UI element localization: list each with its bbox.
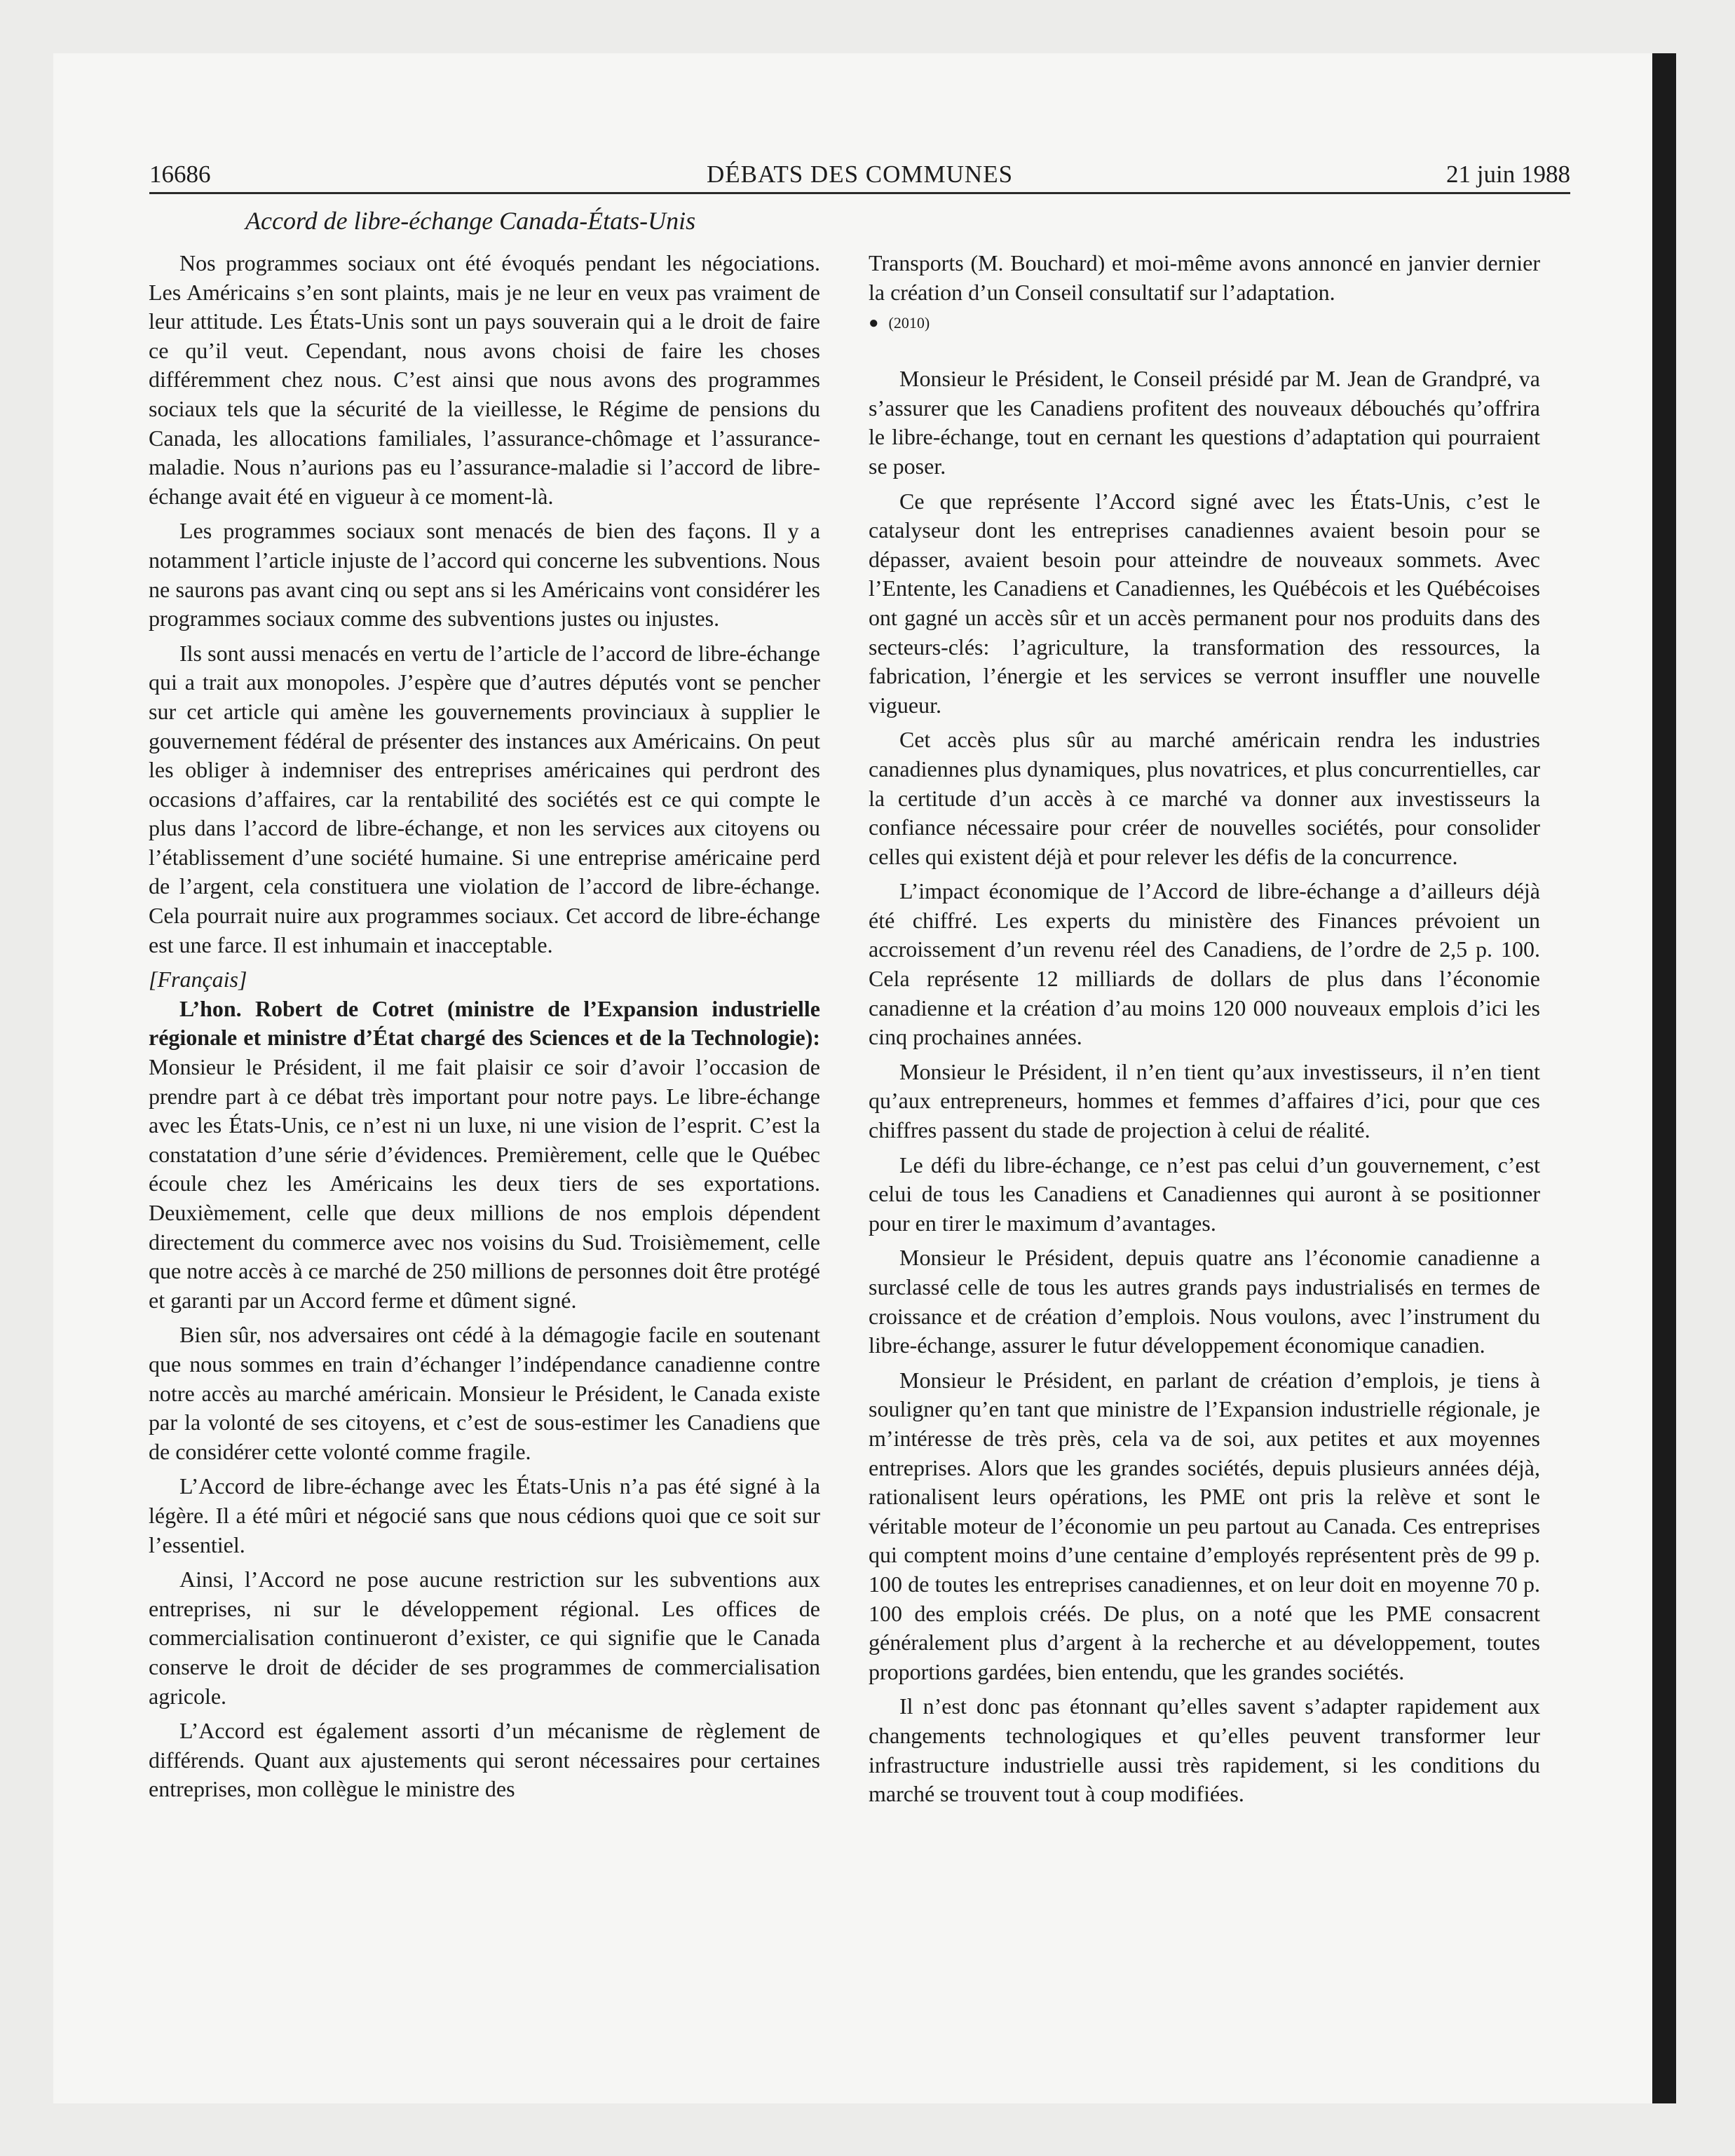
time-marker [869, 313, 1540, 334]
paragraph: Monsieur le Président, depuis quatre ans l’économie canadienne a surclassé celle de tous les autres grands pays industrialisés en termes de croissance et de création d’emplois. Nous voulons, avec l’instrument du libre-échange, assurer le futur développement économique canadien. [869, 1245, 1540, 1358]
speech-paragraph [149, 995, 820, 1316]
paragraph: Monsieur le Président, en parlant de création d’emplois, je tiens à souligner qu’en tant que ministre de l’Expansion industrielle régionale, je m’intéresse de très près, cela va de soi, aux petites et aux moyennes entreprises. Alors que les grandes sociétés, depuis plusieurs années déjà, rationalisent leurs opérations, les PME ont pris la relève et sont le véritable moteur de l’économie un peu partout au Canada. Ces entreprises qui comptent moins d’une centaine d’employés représentent près de 99 p. 100 de toutes les entreprises canadiennes, et on leur doit en moyenne 70 p. 100 des emplois créés. De plus, on a noté que les PME consacrent généralement plus d’argent à la recherche et au développement, toutes proportions gardées, bien entendu, que les grandes sociétés. [869, 1367, 1540, 1684]
paragraph: Nos programmes sociaux ont été évoqués pendant les négociations. Les Américains s’en sont plaints, mais je ne leur en veux pas vraiment de leur attitude. Les États-Unis sont un pays souverain qui a le droit de faire ce qu’il veut. Cependant, nous avons choisi de faire les choses différemment chez nous. C’est ainsi que nous avons des programmes sociaux tels que la sécurité de la vieillesse, le Régime de pensions du Canada, les allocations familiales, l’assurance-chômage et l’assurance-maladie. Nous n’aurions pas eu l’assurance-maladie si l’accord de libre-échange avait été en vigueur à ce moment-là. [149, 250, 820, 509]
paragraph: Il n’est donc pas étonnant qu’elles savent s’adapter rapidement aux changements technologiques et qu’elles peuvent transformer leur infrastructure industrielle aussi très rapidement, si les conditions du marché se trouvent tout à coup modifiées. [869, 1693, 1540, 1807]
paragraph: L’Accord est également assorti d’un mécanisme de règlement de différends. Quant aux ajustements qui seront nécessaires pour certaines entreprises, mon collègue le ministre des [149, 1718, 820, 1802]
paragraph: Ce que représente l’Accord signé avec les États-Unis, c’est le catalyseur dont les entreprises canadiennes avaient besoin pour se dépasser, avaient besoin pour atteindre de nouveaux sommets. Avec l’Entente, les Canadiens et Canadiennes, les Québécois et les Québécoises ont gagné un accès sûr et un accès permanent pour nos produits dans des secteurs-clés: l’agriculture, la transformation des ressources, la fabrication, l’énergie et les services se verront insuffler une nouvelle vigueur. [869, 488, 1540, 718]
left-column [149, 249, 820, 1810]
paragraph: Transports (M. Bouchard) et moi-même avons annoncé en janvier dernier la création d’un Conseil consultatif sur l’adaptation. [869, 250, 1540, 305]
paragraph: Ainsi, l’Accord ne pose aucune restriction sur les subventions aux entreprises, ni sur le développement régional. Les offices de commercialisation continueront d’exister, ce qui signifie que le Canada conserve le droit de décider de ses programmes de commercialisation agricole. [149, 1567, 820, 1709]
page-number: 16686 [149, 161, 211, 188]
paragraph: Monsieur le Président, il n’en tient qu’aux investisseurs, il n’en tient qu’aux entrepreneurs, hommes et femmes d’affaires d’ici, pour que ces chiffres passent du stade de projection à celui de réalité. [869, 1058, 1540, 1143]
speaker-name: L’hon. Robert de Cotret (ministre de l’Expansion industrielle régionale et ministre d’État chargé des Sciences et de la Technologie): [149, 995, 820, 1051]
bullet-icon: ● [869, 314, 879, 333]
language-tag: [Français] [149, 967, 247, 992]
paragraph: Monsieur le Président, le Conseil présidé par M. Jean de Grandpré, va s’assurer que les Canadiens profitent des nouveaux débouchés qu’offrira le libre-échange, tout en cernant les questions d’adaptation qui pourraient se poser. [869, 366, 1540, 479]
paragraph: Bien sûr, nos adversaires ont cédé à la démagogie facile en soutenant que nous sommes en train d’échanger l’indépendance canadienne contre notre accès au marché américain. Monsieur le Président, le Canada existe par la volonté de ses citoyens, et c’est de sous-estimer les Canadiens que de considérer cette volonté comme fragile. [149, 1322, 820, 1464]
publication-title: DÉBATS DES COMMUNES [706, 161, 1014, 188]
paragraph: L’impact économique de l’Accord de libre-échange a d’ailleurs déjà été chiffré. Les experts du ministère des Finances prévoient un accroissement d’un revenu réel des Canadiens, de l’ordre de 2,5 p. 100. Cela représente 12 milliards de dollars de plus dans l’économie canadienne et la création d’au moins 120 000 nouveaux emplois d’ici les cinq prochaines années. [869, 878, 1540, 1050]
paragraph: Le défi du libre-échange, ce n’est pas celui d’un gouvernement, c’est celui de tous les Canadiens et Canadiennes qui auront à se positionner pour en tirer le maximum d’avantages. [869, 1152, 1540, 1236]
section-subheading: Accord de libre-échange Canada-États-Unis [245, 207, 696, 235]
time-marker-label: (2010) [888, 314, 930, 332]
page-header [149, 157, 1570, 194]
right-column [869, 249, 1540, 1815]
paragraph: Ils sont aussi menacés en vertu de l’article de l’accord de libre-échange qui a trait aux monopoles. J’espère que d’autres députés vont se pencher sur cet article qui amène les gouvernements provinciaux à supplier le gouvernement fédéral de présenter des instances aux Américains. On peut les obliger à indemniser des entreprises américaines qui perdront des occasions d’affaires, car la rentabilité des sociétés est ce qui compte le plus dans l’accord de libre-échange, et non les services aux citoyens ou l’établissement d’une société humaine. Si une entreprise américaine perd de l’argent, cela constituera une violation de l’accord de libre-échange. Cela pourrait nuire aux programmes sociaux. Cet accord de libre-échange est une farce. Il est inhumain et inacceptable. [149, 640, 820, 957]
paragraph: Cet accès plus sûr au marché américain rendra les industries canadiennes plus dynamiques, plus novatrices, et plus concurrentielles, car la certitude d’un accès à ce marché va donner aux investisseurs la confiance nécessaire pour créer de nouvelles sociétés, pour consolider celles qui existent déjà et pour relever les défis de la concurrence. [869, 727, 1540, 869]
speech-text: Monsieur le Président, il me fait plaisir ce soir d’avoir l’occasion de prendre part à ce débat très important pour notre pays. Le libre-échange avec les États-Unis, ce n’est ni un luxe, ni une vision de l’esprit. C’est la constatation d’une série d’évidences. Premièrement, celle que le Québec écoule chez les Américains les deux tiers de ses exportations. Deuxièmement, celle que deux millions de nos emplois dépendent directement du commerce avec nos voisins du Sud. Troisièmement, celle que notre accès à ce marché de 250 millions de personnes doit être protégé et garanti par un Accord ferme et dûment signé. [149, 1054, 820, 1313]
paragraph: L’Accord de libre-échange avec les États-Unis n’a pas été signé à la légère. Il a été mûri et négocié sans que nous cédions quoi que ce soit sur l’essentiel. [149, 1473, 820, 1557]
scan-edge-bar [1652, 53, 1676, 2103]
paragraph: Les programmes sociaux sont menacés de bien des façons. Il y a notamment l’article injuste de l’accord qui concerne les subventions. Nous ne saurons pas avant cinq ou sept ans si les Américains vont considérer les programmes sociaux comme des subventions justes ou injustes. [149, 518, 820, 632]
publication-date: 21 juin 1988 [1446, 161, 1570, 188]
